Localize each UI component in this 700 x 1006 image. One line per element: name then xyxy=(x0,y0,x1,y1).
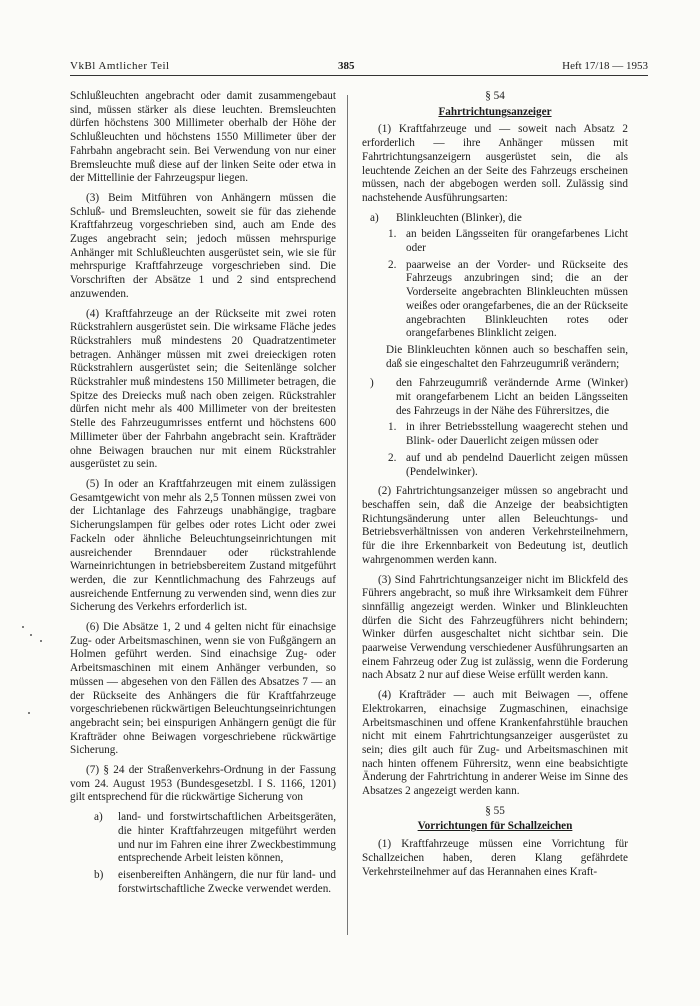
list-item xyxy=(70,869,336,896)
list-text: land- und forstwirtschaftlichen Arbeitsgeräten, die hinter Kraftfahrzeugen mitgeführt werden und nur im Fahren eine ihrer Zweckbestimmung entsprechende Arbeit leisten können, xyxy=(118,811,336,865)
section-heading: Fahrtrichtungsanzeiger xyxy=(438,105,552,118)
sub-list-item xyxy=(362,259,628,341)
scan-speck xyxy=(40,640,42,642)
list-text: eisenbereiften Anhängern, die nur für land- und forstwirtschaftliche Zwecke verwendet werden. xyxy=(118,868,336,895)
issue-number: Heft 17/18 — 1953 xyxy=(562,60,648,72)
list-text: paarweise an der Vorder- und Rückseite des Fahrzeugs anzubringen sind; die an der Vorderseite angebrachten Blinkleuchten müssen weißes oder orangefarbenes, die an der Rückseite angebrachten Blinkleuchten rotes oder orangefarbenes Blinklicht zeigen. xyxy=(406,258,628,340)
scan-speck xyxy=(30,634,32,636)
paragraph: (5) In oder an Kraftfahrzeugen mit einem zulässigen Gesamtgewicht von mehr als 2,5 Tonnen müssen zwei von der Lichtanlage des Fahrzeugs unabhängige, tragbare Sicherungslampen für gelbes oder rotes Licht oder zwei Fackeln oder ähnliche Beleuchtungseinrichtungen mit ausreichender Brenndauer oder rückstrahlende Warneinrichtungen in betriebsbereitem Zustand mitgeführt werden, die zur Kenntlichmachung des Fahrzeugs auf ausreichende Entfernung zu verwenden sind, wenn dies zur Sicherung des Verkehrs erforderlich ist. xyxy=(70,477,336,614)
paragraph: (4) Kraftfahrzeuge an der Rückseite mit zwei roten Rückstrahlern ausgerüstet sein. Die wirksame Fläche jedes Rückstrahlers muß mindestens 20 Quadratzentimeter betragen. Anhänger müssen mit zwei dreieckigen roten Rückstrahlern ausgerüstet sein; die Seitenlänge solcher Rückstrahler muß mindestens 150 Millimeter betragen, die Spitze des Dreiecks muß nach oben zeigen. Rückstrahler dürfen nicht mehr als 400 Millimeter von der breitesten Stelle des Fahrzeugumrisses entfernt und höchstens 600 Millimeter über der Fahrbahn angebracht sein. Krafträder ohne Beiwagen brauchen nur mit einem Rückstrahler ausgerüstet zu sein. xyxy=(70,307,336,471)
list-item xyxy=(362,212,628,226)
scan-speck xyxy=(22,626,24,628)
list-marker: b) xyxy=(94,868,104,881)
right-column xyxy=(362,90,628,885)
sub-list-item xyxy=(362,452,628,479)
list-marker: 2. xyxy=(388,258,397,271)
list-text: den Fahrzeugumriß verändernde Arme (Winker) mit orangefarbenem Licht an beiden Längsseiten des Fahrzeugs in der Nähe des Führersitzes, die xyxy=(396,377,628,417)
list-note: Die Blinkleuchten können auch so beschaffen sein, daß sie eingeschaltet den Fahrzeugumriß verändern; xyxy=(386,343,628,370)
page-number: 385 xyxy=(338,60,355,72)
list-marker: 1. xyxy=(388,421,397,434)
list-item xyxy=(362,377,628,418)
section-heading: Vorrichtungen für Schallzeichen xyxy=(417,820,573,833)
sub-list-item xyxy=(362,228,628,255)
list-item xyxy=(70,811,336,866)
list-marker: ) xyxy=(370,377,374,390)
list-text: auf und ab pendelnd Dauerlicht zeigen müssen (Pendelwinker). xyxy=(406,451,628,478)
sub-list-item xyxy=(362,421,628,448)
header-rule xyxy=(70,75,648,76)
list-marker: a) xyxy=(370,211,379,224)
paragraph: (2) Fahrtrichtungsanzeiger müssen so angebracht und beschaffen sein, daß die Anzeige der beabsichtigten Richtungsänderung unter allen Beleuchtungs- und Betriebsverhältnissen von anderen Verkehrsteilnehmern, für die ihre Erkennbarkeit von Bedeutung ist, deutlich wahrgenommen werden kann. xyxy=(362,485,628,566)
paragraph: (3) Sind Fahrtrichtungsanzeiger nicht im Blickfeld des Führers angebracht, so muß ihre Wirksamkeit dem Führer sinnfällig angezeigt werden. Winker und Blinkleuchten dürfen die Sicht des Fahrzeugführers nicht behindern; Winker dürfen ausgeschaltet nicht sichtbar sein. Die paarweise Verwendung verschiedener Ausführungsarten an einem Fahrzeug oder Zug ist zulässig, wenn die Forderung nach Absatz 2 nur auf diese Weise erfüllt werden kann. xyxy=(362,573,628,682)
list-marker: 2. xyxy=(388,451,397,464)
section-number: § 55 xyxy=(485,804,505,817)
list-marker: a) xyxy=(94,811,103,824)
column-divider xyxy=(347,95,348,935)
paragraph: Schlußleuchten angebracht oder damit zusammengebaut sind, müssen stärker als diese leuchten. Bremsleuchten dürfen höchstens 300 Millimeter oberhalb der Höhe der Schlußleuchten und höchstens 1550 Millimeter über der Fahrbahn angebracht sein. Bei Verwendung von nur einer Bremsleuchte muß diese auf der linken Seite oder etwa in der Mittellinie der Fahrzeugspur liegen. xyxy=(70,90,336,185)
paragraph: (6) Die Absätze 1, 2 und 4 gelten nicht für einachsige Zug- oder Arbeitsmaschinen, wenn sie von Fußgängern an Holmen geführt werden. Sind einachsige Zug- oder Arbeitsmaschinen mit einem Anhänger verbunden, so müssen — abgesehen von den Fällen des Absatzes 7 — an der Rückseite des Anhängers die für Kraftfahrzeuge vorgeschriebenen rückwärtigen Beleuchtungseinrichtungen angebracht sein; bei einspurigen Anhängern genügt die für Krafträder ohne Beiwagen vorgeschriebene rückwärtige Sicherung. xyxy=(70,621,336,757)
paragraph: (3) Beim Mitführen von Anhängern müssen die Schluß- und Bremsleuchten, soweit sie für das ziehende Kraftfahrzeug vorgeschrieben sind, auch am Ende des Zuges angebracht sein; jedoch müssen mehrspurige Anhänger mit Schlußleuchten ausgerüstet sein, wie sie für mehrspurige Kraftfahrzeuge vorgeschrieben sind. Die Vorschriften der Absätze 1 und 2 sind entsprechend anzuwenden. xyxy=(70,191,336,300)
paragraph: (1) Kraftfahrzeuge müssen eine Vorrichtung für Schallzeichen haben, deren Klang gefährdete Verkehrsteilnehmer auf das Herannahen eines Kraft- xyxy=(362,838,628,878)
section-number: § 54 xyxy=(485,90,505,102)
list-text: Blinkleuchten (Blinker), die xyxy=(396,211,522,224)
list-marker: 1. xyxy=(388,228,397,241)
list-text: in ihrer Betriebsstellung waagerecht stehen und Blink- oder Dauerlicht zeigen müssen oder xyxy=(406,421,628,448)
journal-title: VkBl Amtlicher Teil xyxy=(70,60,170,72)
scan-speck xyxy=(28,712,30,714)
list-text: an beiden Längsseiten für orangefarbenes Licht oder xyxy=(406,228,628,255)
left-column xyxy=(70,90,336,899)
paragraph: (4) Krafträder — auch mit Beiwagen —, offene Elektrokarren, einachsige Zugmaschinen, einachsige Arbeitsmaschinen und offene Krankenfahrstühle brauchen nicht mit einem Fahrtrichtungsanzeiger ausgerüstet zu sein; dies gilt auch für Zug- und Arbeitsmaschinen mit nach hinten offenem Führersitz, wenn eine beabsichtigte Änderung der Fahrtrichtung in anderer Weise im Sinne des Absatzes 2 angezeigt werden kann. xyxy=(362,689,628,798)
paragraph: (7) § 24 der Straßenverkehrs-Ordnung in der Fassung vom 24. August 1953 (Bundesgesetzbl. I S. 1166, 1201) gilt entsprechend für die rückwärtige Sicherung von xyxy=(70,764,336,804)
paragraph: (1) Kraftfahrzeuge und — soweit nach Absatz 2 erforderlich — ihre Anhänger müssen mit Fahrtrichtungsanzeigern ausgerüstet sein, die als leuchtende Zeichen an der Seite des Fahrzeugs erscheinen müssen, nach der abgebogen werden soll. Zulässig sind nachstehende Ausführungsarten: xyxy=(362,123,628,204)
